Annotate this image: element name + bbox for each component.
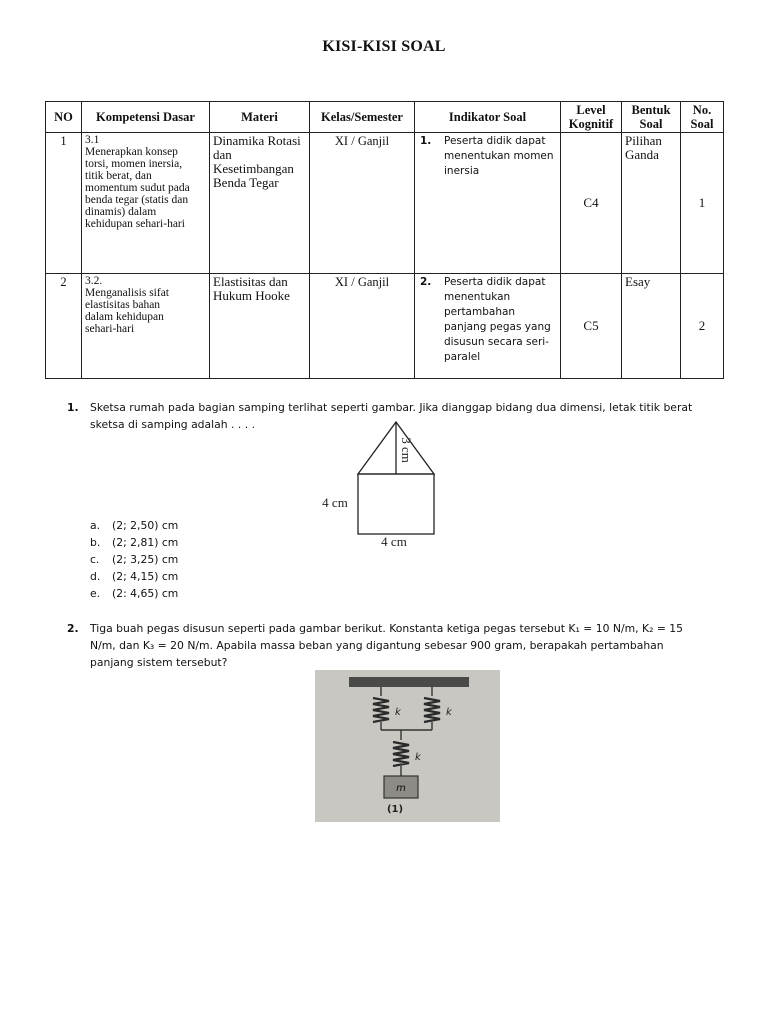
question-2-number: 2.	[67, 622, 79, 635]
row-kompetensi-dasar	[82, 133, 210, 274]
spring-bottom-label: k	[415, 752, 421, 763]
option-c[interactable]: c. (2; 3,25) cm	[90, 553, 179, 566]
header-level-line1: Level	[576, 103, 606, 117]
row-no-soal: 2	[681, 274, 724, 379]
header-kelas-semester: Kelas/Semester	[310, 102, 415, 133]
page-title: KISI-KISI SOAL	[322, 38, 446, 55]
option-b[interactable]: b. (2; 2,81) cm	[90, 536, 179, 549]
header-materi: Materi	[210, 102, 310, 133]
figure-caption: (1)	[386, 804, 404, 815]
question-2-text-line1: Tiga buah pegas disusun seperti pada gambar berikut. Konstanta ketiga pegas tersebut K₁ = 10 N/m, K₂ = 15	[90, 622, 684, 635]
header-bentuk-line1: Bentuk	[631, 103, 671, 117]
header-no-soal	[681, 102, 724, 133]
header-nosoal-line1: No.	[692, 103, 712, 117]
ceiling-support	[349, 677, 469, 687]
row-kelas: XI / Ganjil	[310, 274, 415, 379]
question-1-text-line2: sketsa di samping adalah . . . .	[90, 418, 256, 431]
header-bentuk-line2: Soal	[639, 117, 663, 131]
table-row	[46, 133, 724, 274]
indikator-number: 1.	[420, 135, 432, 147]
header-no: NO	[46, 102, 82, 133]
roof-height-label: 3 cm	[399, 437, 414, 463]
wall-height-label: 4 cm	[322, 495, 348, 510]
spring-right-label: k	[446, 707, 452, 718]
spring-left-label: k	[395, 707, 401, 718]
question-1-text-line1: Sketsa rumah pada bagian samping terlihat seperti gambar. Jika dianggap bidang dua dimensi, letak titik berat	[90, 401, 693, 414]
mass-label: m	[396, 783, 406, 794]
header-nosoal-line2: Soal	[690, 117, 714, 131]
kd-text: Menganalisis sifat elastisitas bahan dalam kehidupan sehari-hari	[85, 287, 169, 335]
row-no: 2	[46, 274, 82, 379]
row-no: 1	[46, 133, 82, 274]
table-header-row	[46, 102, 724, 133]
header-indikator-soal: Indikator Soal	[415, 102, 561, 133]
row-materi: Dinamika Rotasi dan Kesetimbangan Benda Tegar	[210, 133, 310, 274]
option-d[interactable]: d. (2; 4,15) cm	[90, 570, 179, 583]
header-kompetensi-dasar: Kompetensi Dasar	[82, 102, 210, 133]
question-1-options	[90, 517, 178, 602]
house-sketch-figure	[310, 418, 460, 558]
spring-system-figure	[315, 670, 500, 822]
kd-text: Menerapkan konsep torsi, momen inersia, titik berat, dan momentum sudut pada benda tegar (statis dan dinamis) dalam kehidupan sehari-hari	[85, 146, 190, 230]
row-materi: Elastisitas dan Hukum Hooke	[210, 274, 310, 379]
indikator-text: Peserta didik dapat menentukan pertambahan panjang pegas yang disusun secara seri-paralel	[444, 276, 551, 363]
header-level-kognitif	[561, 102, 622, 133]
table-row	[46, 274, 724, 379]
indikator-text: Peserta didik dapat menentukan momen inersia	[444, 135, 554, 177]
row-kompetensi-dasar	[82, 274, 210, 379]
house-wall-square	[358, 474, 434, 534]
kisi-table	[45, 101, 724, 379]
option-a[interactable]: a. (2; 2,50) cm	[90, 519, 179, 532]
kd-number: 3.2.	[85, 275, 103, 287]
question-2-text-line2: N/m, dan K₃ = 20 N/m. Apabila massa beban yang digantung sebesar 900 gram, berapakah pertambahan	[90, 639, 664, 652]
row-level: C5	[561, 274, 622, 379]
row-level: C4	[561, 133, 622, 274]
indikator-number: 2.	[420, 276, 432, 288]
option-e[interactable]: e. (2: 4,65) cm	[90, 587, 179, 600]
row-bentuk: Esay	[622, 274, 681, 379]
row-no-soal: 1	[681, 133, 724, 274]
header-bentuk-soal	[622, 102, 681, 133]
row-kelas: XI / Ganjil	[310, 133, 415, 274]
question-1-number: 1.	[67, 401, 79, 414]
row-indikator	[415, 133, 561, 274]
question-2	[67, 620, 747, 675]
header-level-line2: Kognitif	[568, 117, 614, 131]
row-indikator	[415, 274, 561, 379]
base-width-label: 4 cm	[381, 534, 407, 549]
row-bentuk: Pilihan Ganda	[622, 133, 681, 274]
kd-number: 3.1	[85, 134, 100, 146]
question-2-text-line3: panjang sistem tersebut?	[90, 656, 228, 669]
